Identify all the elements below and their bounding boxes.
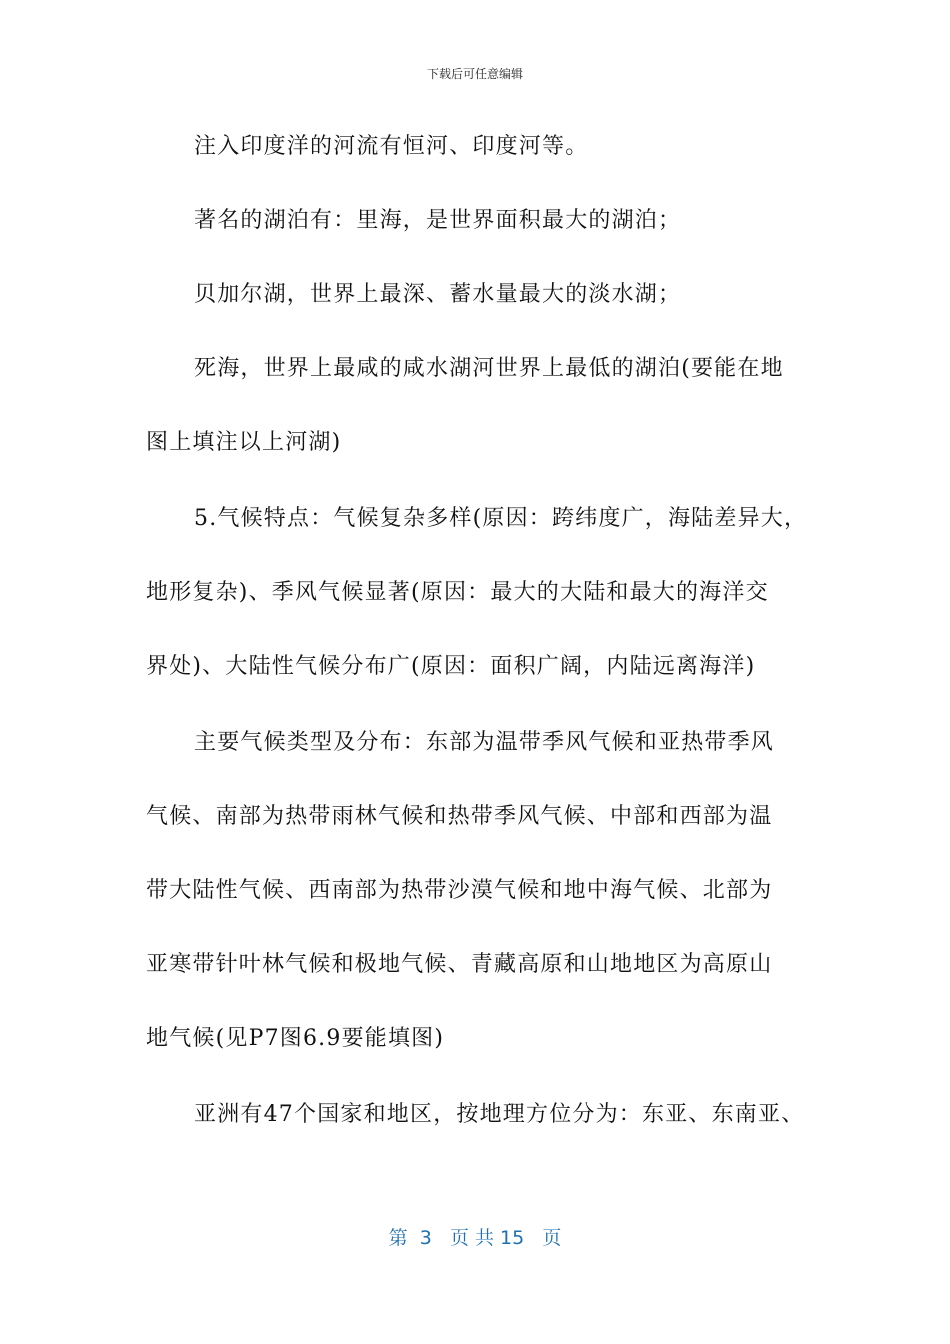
text-line: 地形复杂)、季风气候显著(原因：最大的大陆和最大的海洋交	[146, 580, 769, 605]
text-line: 亚洲有47个国家和地区，按地理方位分为：东亚、东南亚、	[194, 1102, 805, 1127]
page-header: 下载后可任意编辑	[426, 67, 523, 81]
text-line: 气候、南部为热带雨林气候和热带季风气候、中部和西部为温	[146, 804, 773, 829]
text-line: 主要气候类型及分布：东部为温带季风气候和亚热带季风	[194, 730, 775, 755]
text-line: 注入印度洋的河流有恒河、印度河等。	[194, 134, 589, 159]
text-line: 贝加尔湖，世界上最深、蓄水量最大的淡水湖；	[194, 282, 682, 307]
text-line: 著名的湖泊有：里海，是世界面积最大的湖泊；	[194, 208, 682, 233]
page-footer: 第 3 页 共 15 页	[388, 1227, 562, 1249]
text-line: 带大陆性气候、西南部为热带沙漠气候和地中海气候、北部为	[146, 878, 773, 903]
text-line: 5.气候特点：气候复杂多样(原因：跨纬度广，海陆差异大，	[194, 506, 808, 531]
text-line: 亚寒带针叶林气候和极地气候、青藏高原和山地地区为高原山	[146, 952, 773, 977]
text-line: 界处)、大陆性气候分布广(原因：面积广阔，内陆远离海洋)	[146, 654, 756, 679]
text-line: 图上填注以上河湖)	[146, 430, 342, 455]
text-line: 死海，世界上最咸的咸水湖河世界上最低的湖泊(要能在地	[194, 356, 784, 381]
text-line: 地气候(见P7图6.9要能填图)	[146, 1026, 445, 1051]
